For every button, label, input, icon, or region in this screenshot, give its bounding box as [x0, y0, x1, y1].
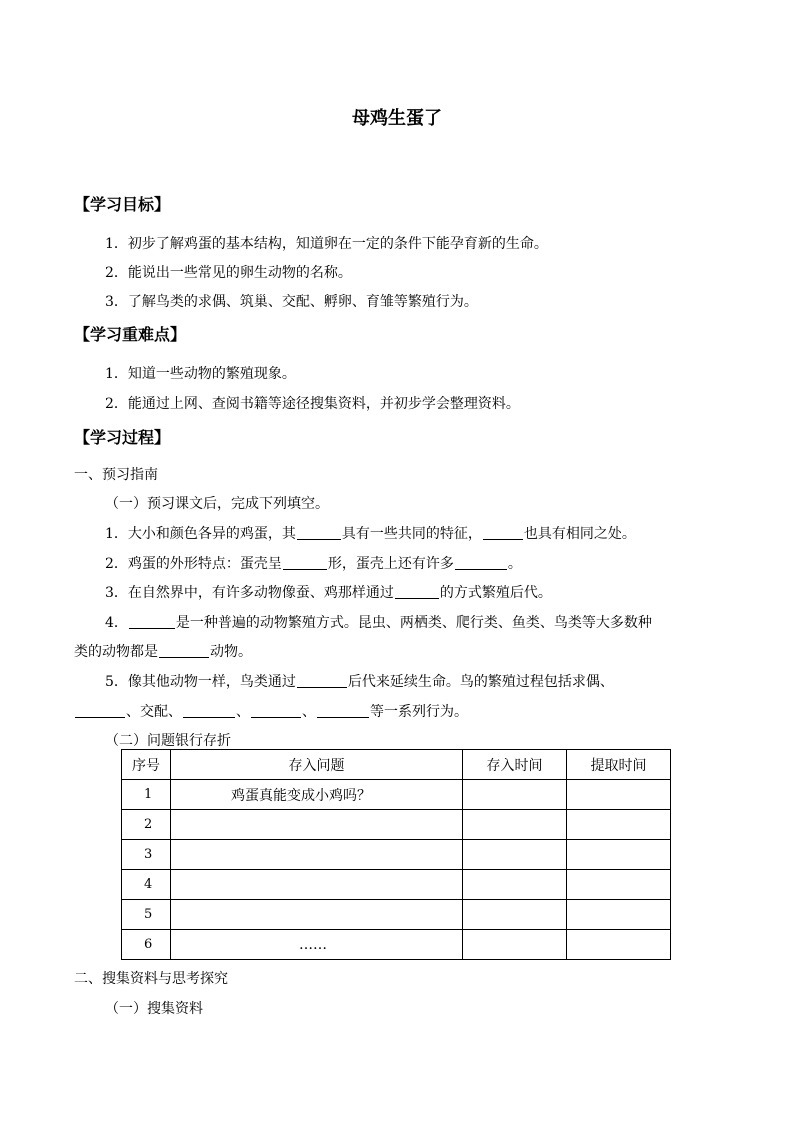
question-2-part-b: 形，蛋壳上还有许多 — [327, 556, 454, 572]
question-5-sep-2: 、 — [236, 704, 250, 720]
page-title: 母鸡生蛋了 — [352, 108, 442, 129]
table-row — [122, 810, 671, 840]
goal-item-3: 3．了解鸟类的求偶、筑巢、交配、孵卵、育雏等繁殖行为。 — [105, 294, 478, 310]
row-deposit-time[interactable] — [463, 870, 567, 900]
table-row — [122, 900, 671, 930]
question-1-part-c: 也具有相同之处。 — [523, 526, 636, 542]
row-number: 1 — [122, 780, 171, 810]
row-withdraw-time[interactable] — [567, 900, 671, 930]
row-number: 5 — [122, 900, 171, 930]
blank-field[interactable] — [455, 555, 507, 570]
blank-field[interactable] — [297, 673, 347, 688]
blank-field[interactable] — [395, 584, 439, 599]
row-question[interactable] — [171, 870, 463, 900]
row-question[interactable]: …… — [171, 930, 463, 960]
blank-field[interactable] — [75, 703, 125, 718]
question-5-part-b: 后代来延续生命。鸟的繁殖过程包括求偶、 — [347, 674, 614, 690]
goal-item-1: 1．初步了解鸡蛋的基本结构，知道卵在一定的条件下能孕育新的生命。 — [105, 236, 548, 252]
row-question[interactable]: 鸡蛋真能变成小鸡吗？ — [171, 780, 463, 810]
question-4-part-d: 动物。 — [210, 644, 252, 660]
row-deposit-time[interactable] — [463, 900, 567, 930]
row-withdraw-time[interactable] — [567, 870, 671, 900]
question-1-part-a: 1．大小和颜色各异的鸡蛋，其 — [105, 526, 296, 542]
question-2-part-c: 。 — [507, 556, 522, 572]
key-points-heading: 【学习重难点】 — [74, 325, 187, 344]
header-number: 序号 — [122, 750, 171, 780]
row-withdraw-time[interactable] — [567, 930, 671, 960]
question-3 — [105, 582, 552, 602]
row-number: 4 — [122, 870, 171, 900]
section-preview-guide: 一、预习指南 — [74, 467, 158, 483]
row-number: 6 — [122, 930, 171, 960]
blank-field[interactable] — [283, 555, 327, 570]
key-point-item-2: 2．能通过上网、查阅书籍等途径搜集资料，并初步学会整理资料。 — [105, 396, 520, 412]
subsection-collect-materials: （一）搜集资料 — [105, 1001, 203, 1017]
question-5-part-a: 5．像其他动物一样，鸟类通过 — [105, 674, 296, 690]
process-heading: 【学习过程】 — [74, 428, 171, 447]
row-number: 2 — [122, 810, 171, 840]
row-question[interactable] — [171, 900, 463, 930]
table-header-row — [122, 750, 671, 780]
blank-field[interactable] — [159, 643, 209, 658]
question-1-part-b: 具有一些共同的特征， — [341, 526, 482, 542]
question-4-part-a: 4． — [105, 615, 128, 631]
question-4-part-c: 类的动物都是 — [74, 644, 158, 660]
table-row — [122, 840, 671, 870]
row-deposit-time[interactable] — [463, 840, 567, 870]
blank-field[interactable] — [129, 614, 175, 629]
question-4-line-1 — [105, 612, 652, 632]
question-2-part-a: 2．鸡蛋的外形特点：蛋壳呈 — [105, 556, 282, 572]
key-point-item-1: 1．知道一些动物的繁殖现象。 — [105, 366, 296, 382]
row-question[interactable] — [171, 810, 463, 840]
blank-field[interactable] — [317, 703, 369, 718]
row-withdraw-time[interactable] — [567, 810, 671, 840]
header-deposit-time: 存入时间 — [463, 750, 567, 780]
question-4-line-2 — [74, 641, 252, 661]
blank-field[interactable] — [297, 525, 341, 540]
row-withdraw-time[interactable] — [567, 840, 671, 870]
blank-field[interactable] — [483, 525, 523, 540]
question-3-part-a: 3．在自然界中，有许多动物像蚕、鸡那样通过 — [105, 585, 394, 601]
question-5-end: 等一系列行为。 — [370, 704, 468, 720]
header-question: 存入问题 — [171, 750, 463, 780]
goal-item-2: 2．能说出一些常见的卵生动物的名称。 — [105, 265, 352, 281]
row-question[interactable] — [171, 840, 463, 870]
question-bank-table — [121, 749, 671, 960]
subsection-fill-blanks: （一）预习课文后，完成下列填空。 — [105, 496, 329, 512]
header-withdraw-time: 提取时间 — [567, 750, 671, 780]
subsection-question-bank: （二）问题银行存折 — [105, 733, 231, 749]
blank-field[interactable] — [183, 703, 235, 718]
blank-field[interactable] — [251, 703, 301, 718]
table-row — [122, 930, 671, 960]
row-deposit-time[interactable] — [463, 780, 567, 810]
question-5-line-2 — [74, 701, 468, 721]
question-5-sep-3: 、 — [302, 704, 316, 720]
row-deposit-time[interactable] — [463, 930, 567, 960]
row-withdraw-time[interactable] — [567, 780, 671, 810]
table-row — [122, 780, 671, 810]
question-5-line-1 — [105, 671, 614, 691]
table-row — [122, 870, 671, 900]
row-number: 3 — [122, 840, 171, 870]
question-2 — [105, 553, 522, 573]
goals-heading: 【学习目标】 — [74, 195, 171, 214]
question-4-part-b: 是一种普遍的动物繁殖方式。昆虫、两栖类、爬行类、鱼类、鸟类等大多数种 — [175, 615, 652, 631]
row-deposit-time[interactable] — [463, 810, 567, 840]
question-1 — [105, 523, 636, 543]
question-3-part-b: 的方式繁殖后代。 — [439, 585, 552, 601]
question-5-sep-1: 、交配、 — [126, 704, 182, 720]
section-research: 二、搜集资料与思考探究 — [74, 971, 228, 987]
